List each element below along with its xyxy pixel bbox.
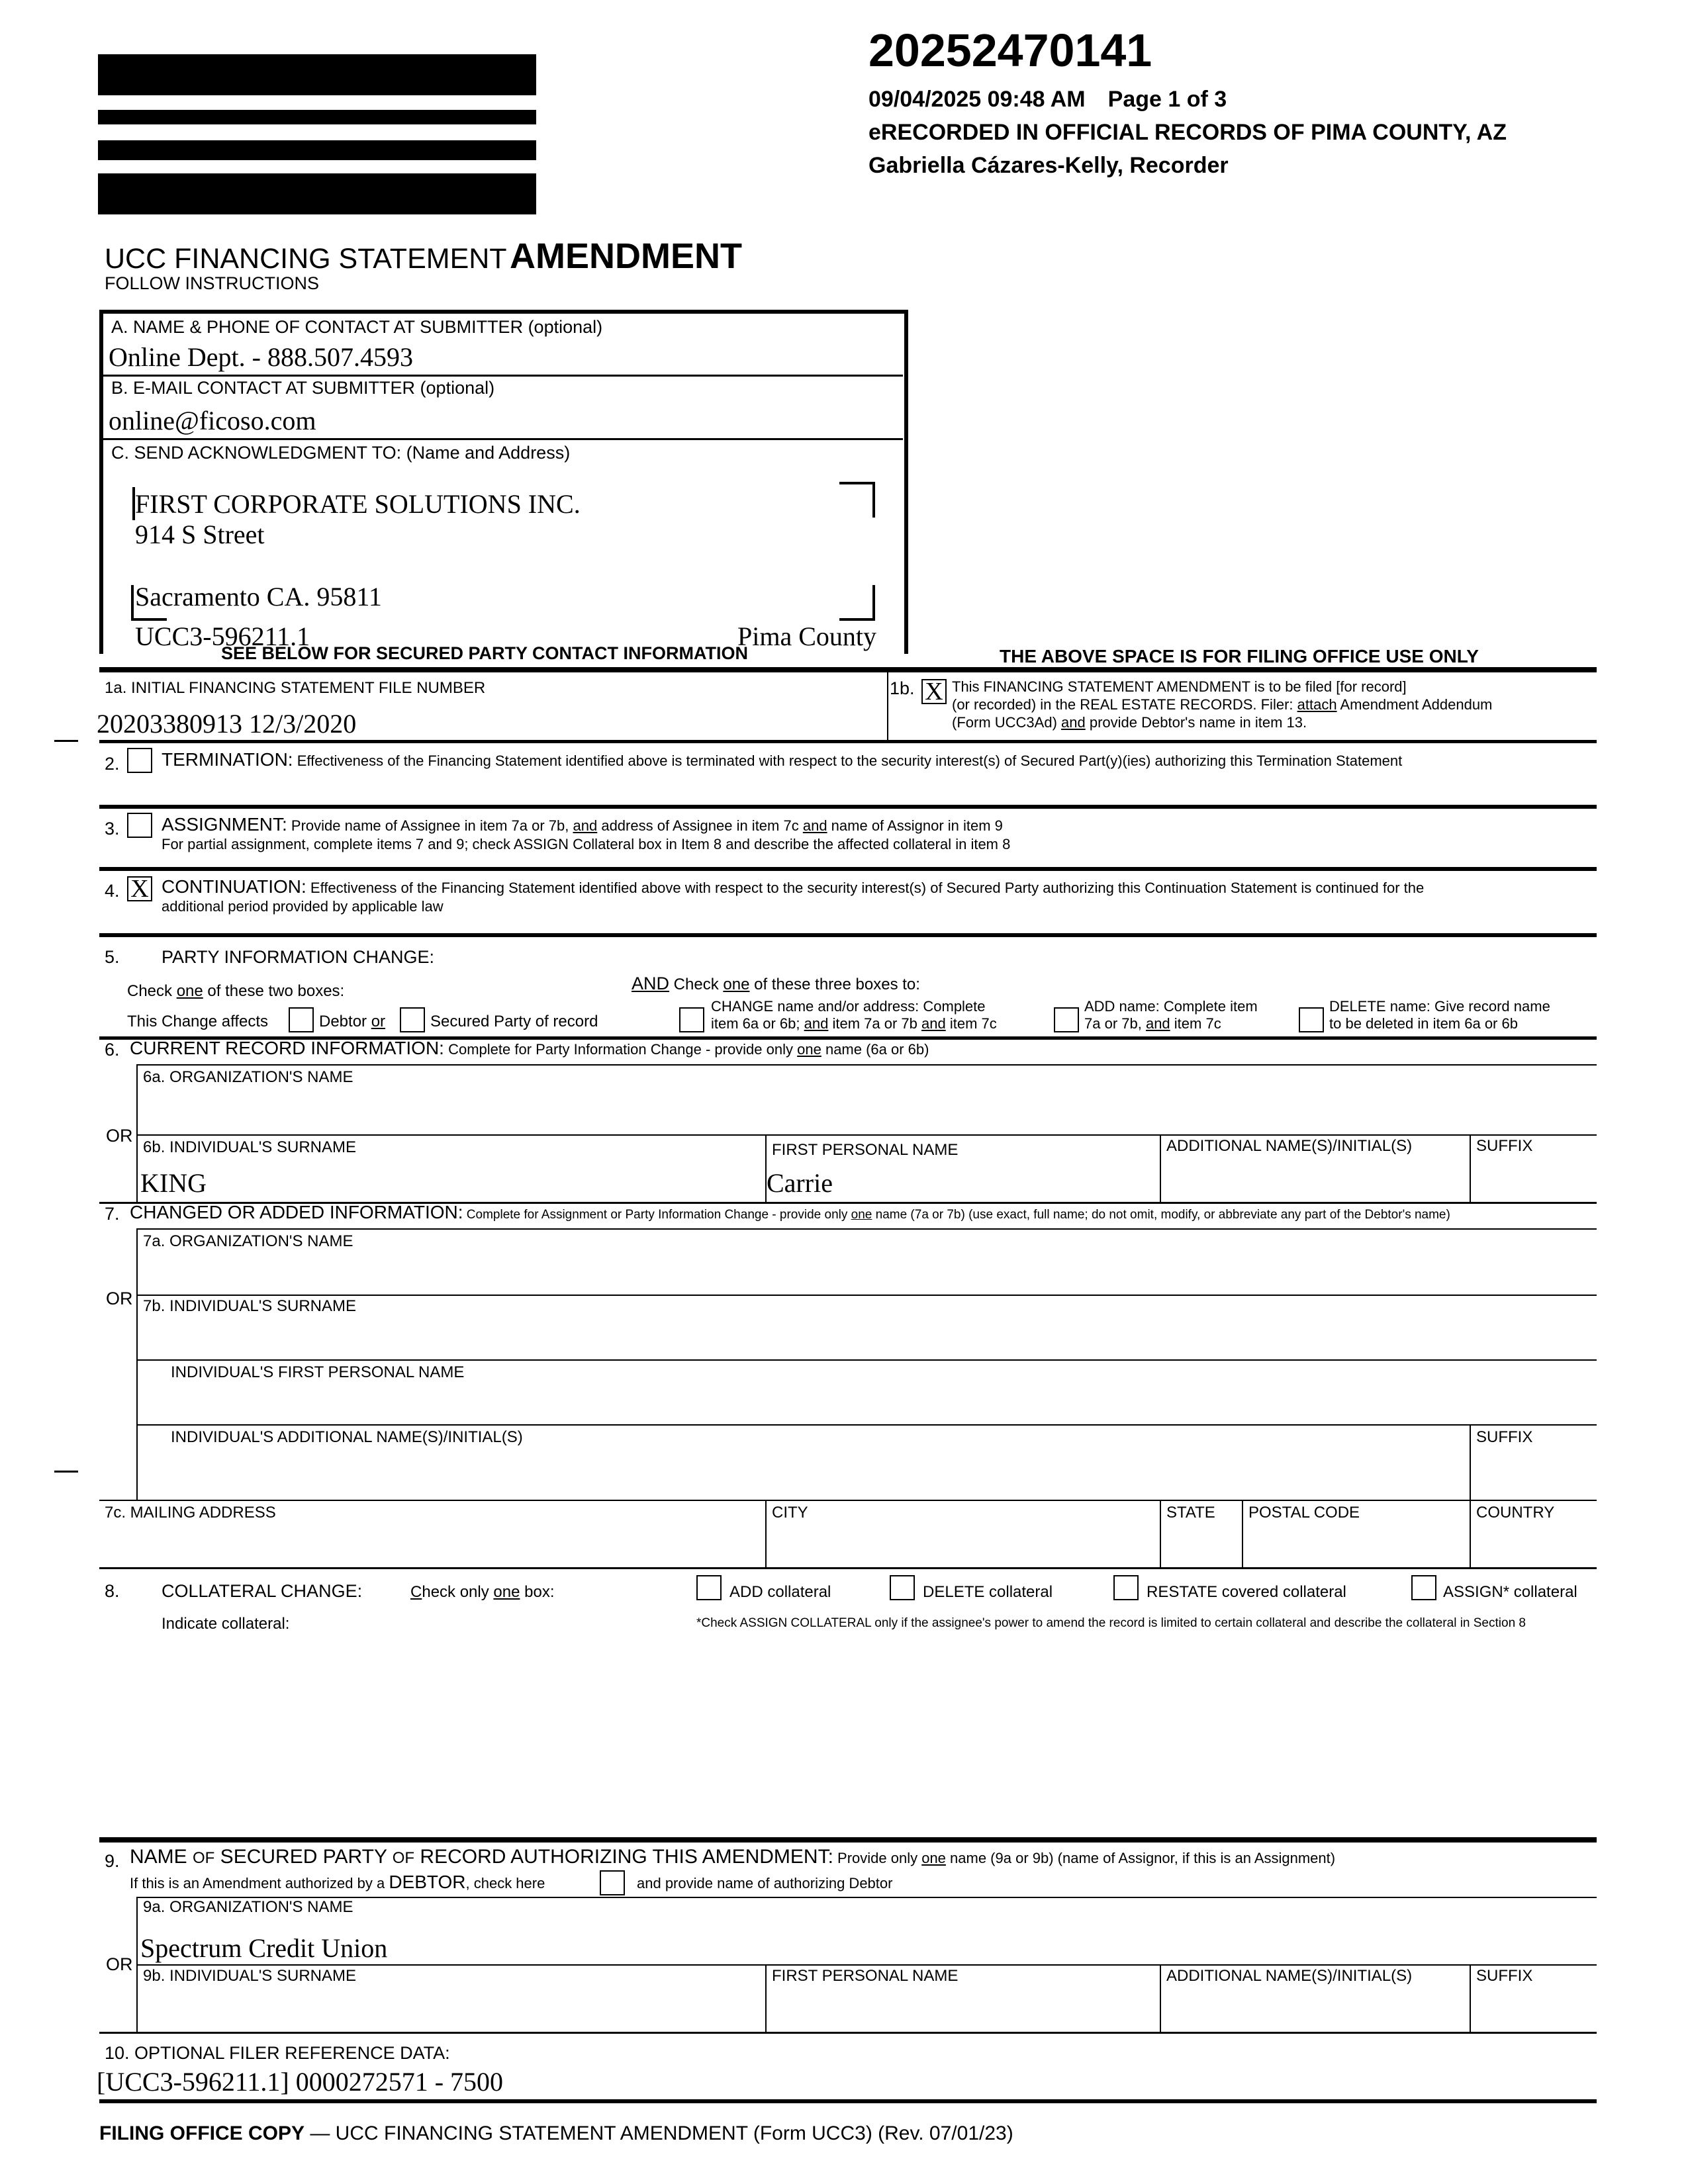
check-one-two: Check one of these two boxes: [127,982,345,1000]
item-8-number: 8. [105,1581,120,1601]
submitter-name-value[interactable]: Online Dept. - 888.507.4593 [109,342,413,372]
change-name-line2: item 6a or 6b; and item 7a or 7b and item 7c [711,1015,997,1032]
item-2-number: 2. [105,754,120,774]
recorder-name: Gabriella Cázares-Kelly, Recorder [868,153,1229,178]
party-info-change-head: PARTY INFORMATION CHANGE: [162,947,435,967]
item-1b-text-line1: This FINANCING STATEMENT AMENDMENT is to be filed [for record] [952,678,1407,695]
secured-surname-label: 9b. INDIVIDUAL'S SURNAME [143,1967,356,1985]
assign-collateral-checkbox[interactable] [1411,1575,1436,1600]
current-surname-label: 6b. INDIVIDUAL'S SURNAME [143,1138,356,1156]
authorized-by-debtor-checkbox[interactable] [600,1870,625,1895]
authorizing-debtor-note: and provide name of authorizing Debtor [637,1875,893,1891]
changed-surname-label: 7b. INDIVIDUAL'S SURNAME [143,1297,356,1315]
see-below-note: SEE BELOW FOR SECURED PARTY CONTACT INFORMATION [221,643,748,663]
ack-county: Pima County [737,621,877,651]
delete-name-line1: DELETE name: Give record name [1329,998,1550,1015]
item-1b-text-line3: (Form UCC3Ad) and provide Debtor's name in item 13. [952,714,1307,731]
ack-city[interactable]: Sacramento CA. 95811 [135,582,382,612]
check-one-three: AND Check one of these three boxes to: [632,974,920,993]
changed-first-name-label: INDIVIDUAL'S FIRST PERSONAL NAME [171,1363,465,1381]
current-first-name-label: FIRST PERSONAL NAME [772,1141,959,1159]
initial-file-number-value[interactable]: 20203380913 12/3/2020 [97,709,357,739]
recording-datetime-line [868,86,1227,113]
continuation-text-line1: CONTINUATION: Effectiveness of the Financing Statement identified above with respect to the security interest(s) of Secured Party authorizing this Continuation Statement is continued for the [162,876,1425,897]
assign-collateral-note: *Check ASSIGN COLLATERAL only if the assignee's power to amend the record is limited to certain collateral and describe the collateral in Section 8 [696,1616,1526,1630]
change-affects-label: This Change affects [127,1013,269,1030]
current-org-name-label: 6a. ORGANIZATION'S NAME [143,1068,353,1086]
add-collateral-checkbox[interactable] [696,1575,722,1600]
ack-reference: UCC3-596211.1 [135,621,310,651]
item-5-number: 5. [105,947,120,967]
form-footer [99,2122,1013,2146]
current-suffix-label: SUFFIX [1476,1137,1533,1155]
ack-street[interactable]: 914 S Street [135,520,265,549]
restate-collateral-label: RESTATE covered collateral [1147,1583,1346,1601]
form-title [105,236,742,277]
acknowledgment-label: C. SEND ACKNOWLEDGMENT TO: (Name and Address) [111,443,571,463]
submitter-name-label: A. NAME & PHONE OF CONTACT AT SUBMITTER (optional) [111,317,603,337]
assignment-checkbox[interactable] [127,813,152,838]
current-record-head: CURRENT RECORD INFORMATION: Complete for Party Information Change - provide only one name (6a or 6b) [130,1038,929,1058]
collateral-change-head: COLLATERAL CHANGE: [162,1581,363,1601]
recorded-line: eRECORDED IN OFFICIAL RECORDS OF PIMA COUNTY, AZ [868,120,1507,145]
document-number: 20252470141 [868,24,1152,76]
follow-instructions: FOLLOW INSTRUCTIONS [105,273,320,293]
continuation-text-line2: additional period provided by applicable law [162,898,444,915]
delete-collateral-label: DELETE collateral [923,1583,1053,1601]
delete-name-checkbox[interactable] [1299,1007,1324,1032]
changed-info-head: CHANGED OR ADDED INFORMATION: Complete for Assignment or Party Information Change - provide only one name (7a or 7b) (use exact, full name; do not omit, modify, or abbreviate any part of the Debtor's name) [130,1202,1450,1222]
assignment-text [162,815,1010,854]
delete-name-text [1329,998,1550,1032]
item-1b-text-line2: (or recorded) in the REAL ESTATE RECORDS. Filer: attach Amendment Addendum [952,696,1493,713]
postal-code-label: POSTAL CODE [1248,1504,1360,1522]
form-title-small: UCC FINANCING STATEMENT [105,243,507,275]
footer-copy-label: FILING OFFICE COPY [99,2122,305,2144]
change-name-text [711,998,997,1032]
item-3-number: 3. [105,819,120,839]
restate-collateral-checkbox[interactable] [1113,1575,1139,1600]
current-or-label: OR [106,1126,133,1146]
debtor-label: Debtor or [319,1013,386,1030]
delete-collateral-checkbox[interactable] [890,1575,915,1600]
item-1b-label: 1b. [890,678,915,698]
change-name-line1: CHANGE name and/or address: Complete [711,998,986,1015]
secured-org-name-label: 9a. ORGANIZATION'S NAME [143,1898,353,1916]
barcode-bar [98,54,536,95]
submitter-email-value[interactable]: online@ficoso.com [109,406,316,435]
change-name-checkbox[interactable] [679,1007,704,1032]
secured-first-name-label: FIRST PERSONAL NAME [772,1967,959,1985]
continuation-text [162,878,1424,916]
initial-file-number-label: 1a. INITIAL FINANCING STATEMENT FILE NUMBER [105,679,486,697]
item-1b-text [952,678,1492,731]
barcode-bar [98,173,536,214]
item-9-number: 9. [105,1851,120,1871]
city-label: CITY [772,1504,808,1522]
optional-reference-label: 10. OPTIONAL FILER REFERENCE DATA: [105,2043,450,2063]
current-additional-name-label: ADDITIONAL NAME(S)/INITIAL(S) [1166,1137,1413,1155]
item-6-number: 6. [105,1040,120,1060]
add-collateral-label: ADD collateral [729,1583,831,1601]
current-surname-value[interactable]: KING [140,1168,207,1198]
add-name-checkbox[interactable] [1054,1007,1079,1032]
footer-form-info: — UCC FINANCING STATEMENT AMENDMENT (Form UCC3) (Rev. 07/01/23) [305,2122,1013,2144]
item-4-number: 4. [105,881,120,901]
termination-text: TERMINATION: Effectiveness of the Financing Statement identified above is terminated with respect to the security interest(s) of Secured Part(y)(ies) authorizing this Termination Statement [162,749,1403,770]
changed-additional-name-label: INDIVIDUAL'S ADDITIONAL NAME(S)/INITIAL(S) [171,1428,523,1446]
secured-party-head: NAME OF SECURED PARTY OF RECORD AUTHORIZING THIS AMENDMENT: Provide only one name (9a or 9b) (name of Assignor, if this is an Assignment) [130,1846,1336,1868]
changed-org-name-label: 7a. ORGANIZATION'S NAME [143,1232,353,1250]
mailing-address-label: 7c. MAILING ADDRESS [105,1504,276,1522]
country-label: COUNTRY [1476,1504,1555,1522]
secured-or-label: OR [106,1954,133,1974]
item-7-number: 7. [105,1204,120,1224]
secured-party-checkbox[interactable] [400,1007,425,1032]
assignment-text-line2: For partial assignment, complete items 7 and 9; check ASSIGN Collateral box in Item 8 and describe the affected collateral in item 8 [162,836,1011,852]
assignment-text-line1: ASSIGNMENT: Provide name of Assignee in item 7a or 7b, and address of Assignee in item 7c and name of Assignor in item 9 [162,814,1003,835]
collateral-description-area[interactable] [162,1641,1591,1827]
secured-party-label: Secured Party of record [430,1013,598,1030]
current-first-name-value[interactable]: Carrie [767,1168,833,1198]
collateral-check-one: Check only one box: [410,1583,555,1601]
add-name-line2: 7a or 7b, and item 7c [1084,1015,1221,1032]
delete-name-line2: to be deleted in item 6a or 6b [1329,1015,1518,1032]
add-name-text [1084,998,1258,1032]
submitter-email-label: B. E-MAIL CONTACT AT SUBMITTER (optional) [111,378,495,398]
assign-collateral-label: ASSIGN* collateral [1443,1583,1577,1601]
secured-additional-name-label: ADDITIONAL NAME(S)/INITIAL(S) [1166,1967,1413,1985]
secured-org-name-value[interactable]: Spectrum Credit Union [140,1933,388,1963]
add-name-line1: ADD name: Complete item [1084,998,1258,1015]
changed-or-label: OR [106,1289,133,1308]
authorizing-debtor-line: If this is an Amendment authorized by a DEBTOR, check here [130,1872,545,1892]
form-title-big: AMENDMENT [510,236,743,276]
state-label: STATE [1166,1504,1215,1522]
barcode-bar [98,110,536,124]
optional-reference-value[interactable]: [UCC3-596211.1] 0000272571 - 7500 [97,2067,504,2097]
termination-checkbox[interactable] [127,748,152,773]
ack-name[interactable]: FIRST CORPORATE SOLUTIONS INC. [135,489,581,519]
changed-suffix-label: SUFFIX [1476,1428,1533,1446]
real-estate-records-checkbox[interactable]: X [921,679,947,704]
recording-datetime: 09/04/2025 09:48 AM [868,87,1086,112]
debtor-checkbox[interactable] [289,1007,314,1032]
page-count: Page 1 of 3 [1107,87,1227,112]
continuation-checkbox[interactable]: X [127,876,152,901]
secured-suffix-label: SUFFIX [1476,1967,1533,1985]
barcode-bar [98,140,536,160]
filing-office-space: THE ABOVE SPACE IS FOR FILING OFFICE USE ONLY [1000,646,1479,666]
indicate-collateral-label: Indicate collateral: [162,1615,290,1633]
